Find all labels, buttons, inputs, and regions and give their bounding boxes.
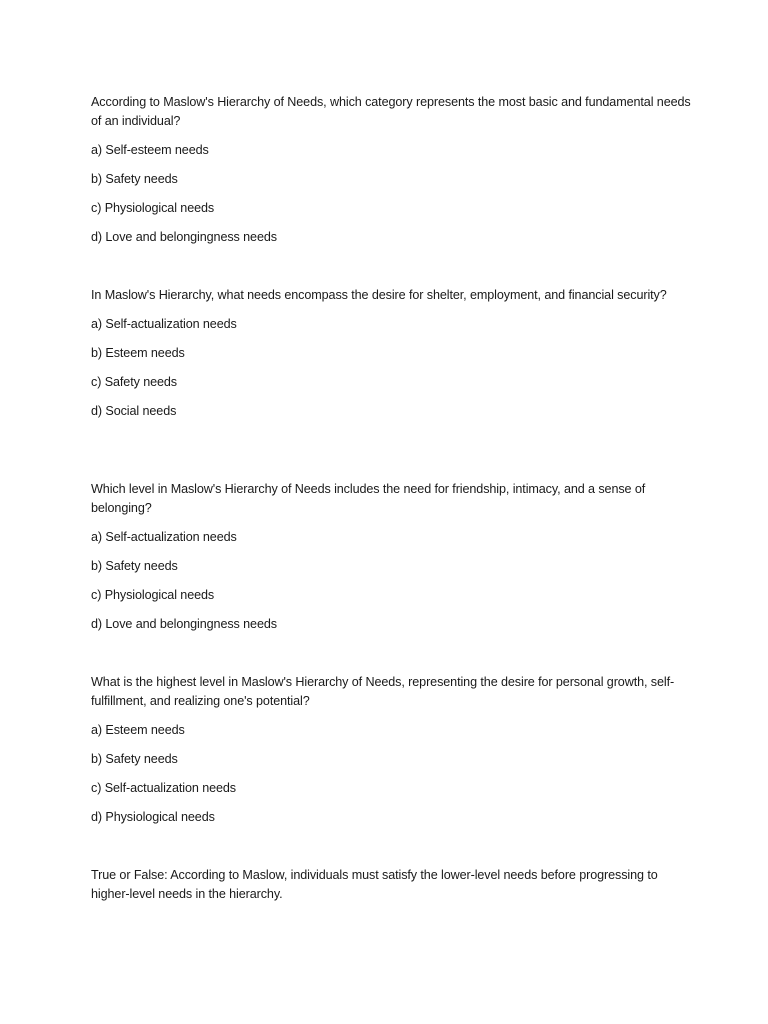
option-a: a) Esteem needs xyxy=(91,722,185,737)
question-1 xyxy=(91,93,691,246)
option-b: b) Safety needs xyxy=(91,751,178,766)
option-d: d) Love and belongingness needs xyxy=(91,616,277,631)
option-c: c) Physiological needs xyxy=(91,200,215,215)
question-text: Which level in Maslow's Hierarchy of Needs includes the need for friendship, intimacy, and a sense of belonging? xyxy=(91,482,646,515)
option-a: a) Self-actualization needs xyxy=(91,317,237,331)
option-list xyxy=(91,315,691,421)
option-a: a) Self-esteem needs xyxy=(91,142,209,157)
question-5 xyxy=(91,866,691,903)
option-list xyxy=(91,141,691,247)
option-a: a) Self-actualization needs xyxy=(91,529,237,544)
option-b: b) Esteem needs xyxy=(91,346,185,360)
question-text: True or False: According to Maslow, individuals must satisfy the lower-level needs before progressing to higher-level needs in the hierarchy. xyxy=(91,868,658,901)
option-c: c) Self-actualization needs xyxy=(91,780,237,795)
question-text: What is the highest level in Maslow's Hierarchy of Needs, representing the desire for personal growth, self-fulfillment, and realizing one's potential? xyxy=(91,675,675,708)
option-d: d) Physiological needs xyxy=(91,809,215,824)
option-list xyxy=(91,721,691,827)
question-text: In Maslow's Hierarchy, what needs encompass the desire for shelter, employment, and financial security? xyxy=(91,288,667,302)
option-d: d) Social needs xyxy=(91,404,177,418)
question-2 xyxy=(91,286,691,421)
question-3 xyxy=(91,480,691,633)
option-d: d) Love and belongingness needs xyxy=(91,229,277,244)
question-4 xyxy=(91,673,691,826)
option-b: b) Safety needs xyxy=(91,558,178,573)
option-c: c) Physiological needs xyxy=(91,587,215,602)
option-list xyxy=(91,528,691,634)
question-text: According to Maslow's Hierarchy of Needs, which category represents the most basic and fundamental needs of an individual? xyxy=(91,95,691,128)
option-b: b) Safety needs xyxy=(91,171,178,186)
option-c: c) Safety needs xyxy=(91,375,178,389)
